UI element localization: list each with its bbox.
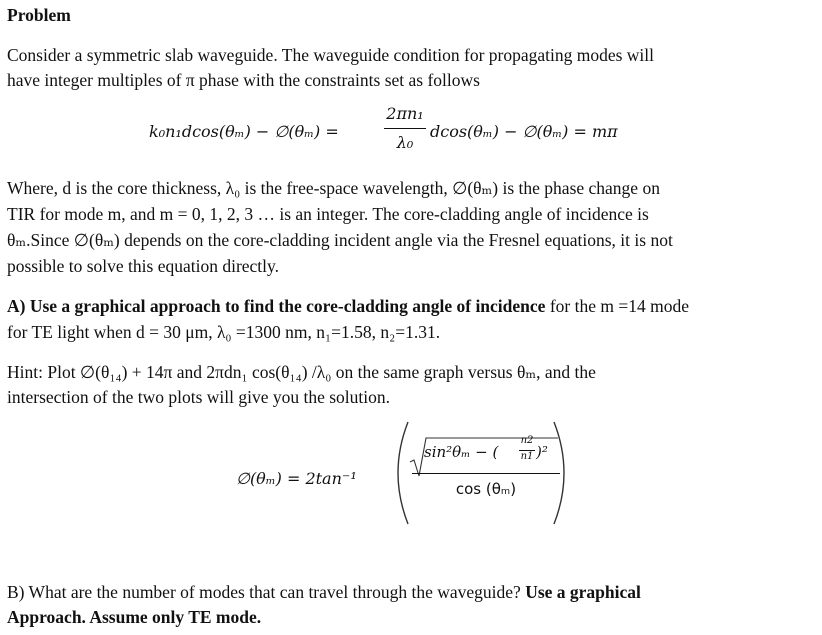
hint-line-2: intersection of the two plots will give you the solution. — [7, 387, 391, 407]
where-line-2: TIR for mode m, and m = 0, 1, 2, 3 … is an integer. The core-cladding angle of incidence is — [7, 204, 649, 224]
equation1-fraction-bar — [384, 128, 426, 129]
equation1-numerator: 2πn₁ — [386, 104, 424, 123]
equation1-left: k₀n₁dcos(θₘ) − ∅(θₘ) = — [149, 122, 339, 141]
equation2-denominator: cos (θₘ) — [455, 480, 517, 498]
intro-line-1: Consider a symmetric slab waveguide. The waveguide condition for propagating modes will — [7, 45, 655, 65]
part-b-line-1 — [7, 580, 641, 604]
part-b-question: B) What are the number of modes that can travel through the waveguide? — [7, 582, 526, 602]
equation1-right: dcos(θₘ) − ∅(θₘ) = mπ — [430, 122, 618, 141]
part-a-line-1 — [7, 294, 689, 318]
equation2-fraction-bar — [412, 473, 560, 474]
where-line-4: possible to solve this equation directly. — [7, 256, 280, 276]
problem-heading: Problem — [7, 5, 71, 25]
equation2-numerator: sin²θₘ − ( — [424, 443, 499, 461]
part-b-line-2: Approach. Assume only TE mode. — [7, 607, 262, 627]
intro-line-2: have integer multiples of π phase with the constraints set as follows — [7, 70, 480, 90]
hint-line-1: Hint: Plot ∅(θ₁₄) + 14π and 2πdn₁ cos(θ₁₄) /λ₀ on the same graph versus θₘ, and the — [7, 362, 596, 382]
equation1-denominator: λ₀ — [396, 133, 414, 152]
part-b-bold: Use a graphical — [525, 582, 641, 602]
ratio-denominator: n1 — [520, 451, 534, 462]
where-line-1: Where, d is the core thickness, λ₀ is the free-space wavelength, ∅(θₘ) is the phase change on — [7, 178, 660, 198]
left-paren — [398, 422, 408, 524]
equation2-lhs: ∅(θₘ) = 2tan⁻¹ — [236, 469, 357, 488]
part-a-line-2: for TE light when d = 30 μm, λ₀ =1300 nm, n₁=1.58, n₂=1.31. — [7, 322, 441, 342]
where-line-3: θₘ.Since ∅(θₘ) depends on the core-cladding incident angle via the Fresnel equations, it is not — [7, 230, 673, 250]
part-a-bold: A) Use a graphical approach to find the core-cladding angle of incidence — [7, 296, 546, 316]
ratio-square: )² — [536, 443, 548, 461]
part-a-rest: for the m =14 mode — [545, 296, 689, 316]
ratio-numerator: n2 — [520, 435, 534, 446]
